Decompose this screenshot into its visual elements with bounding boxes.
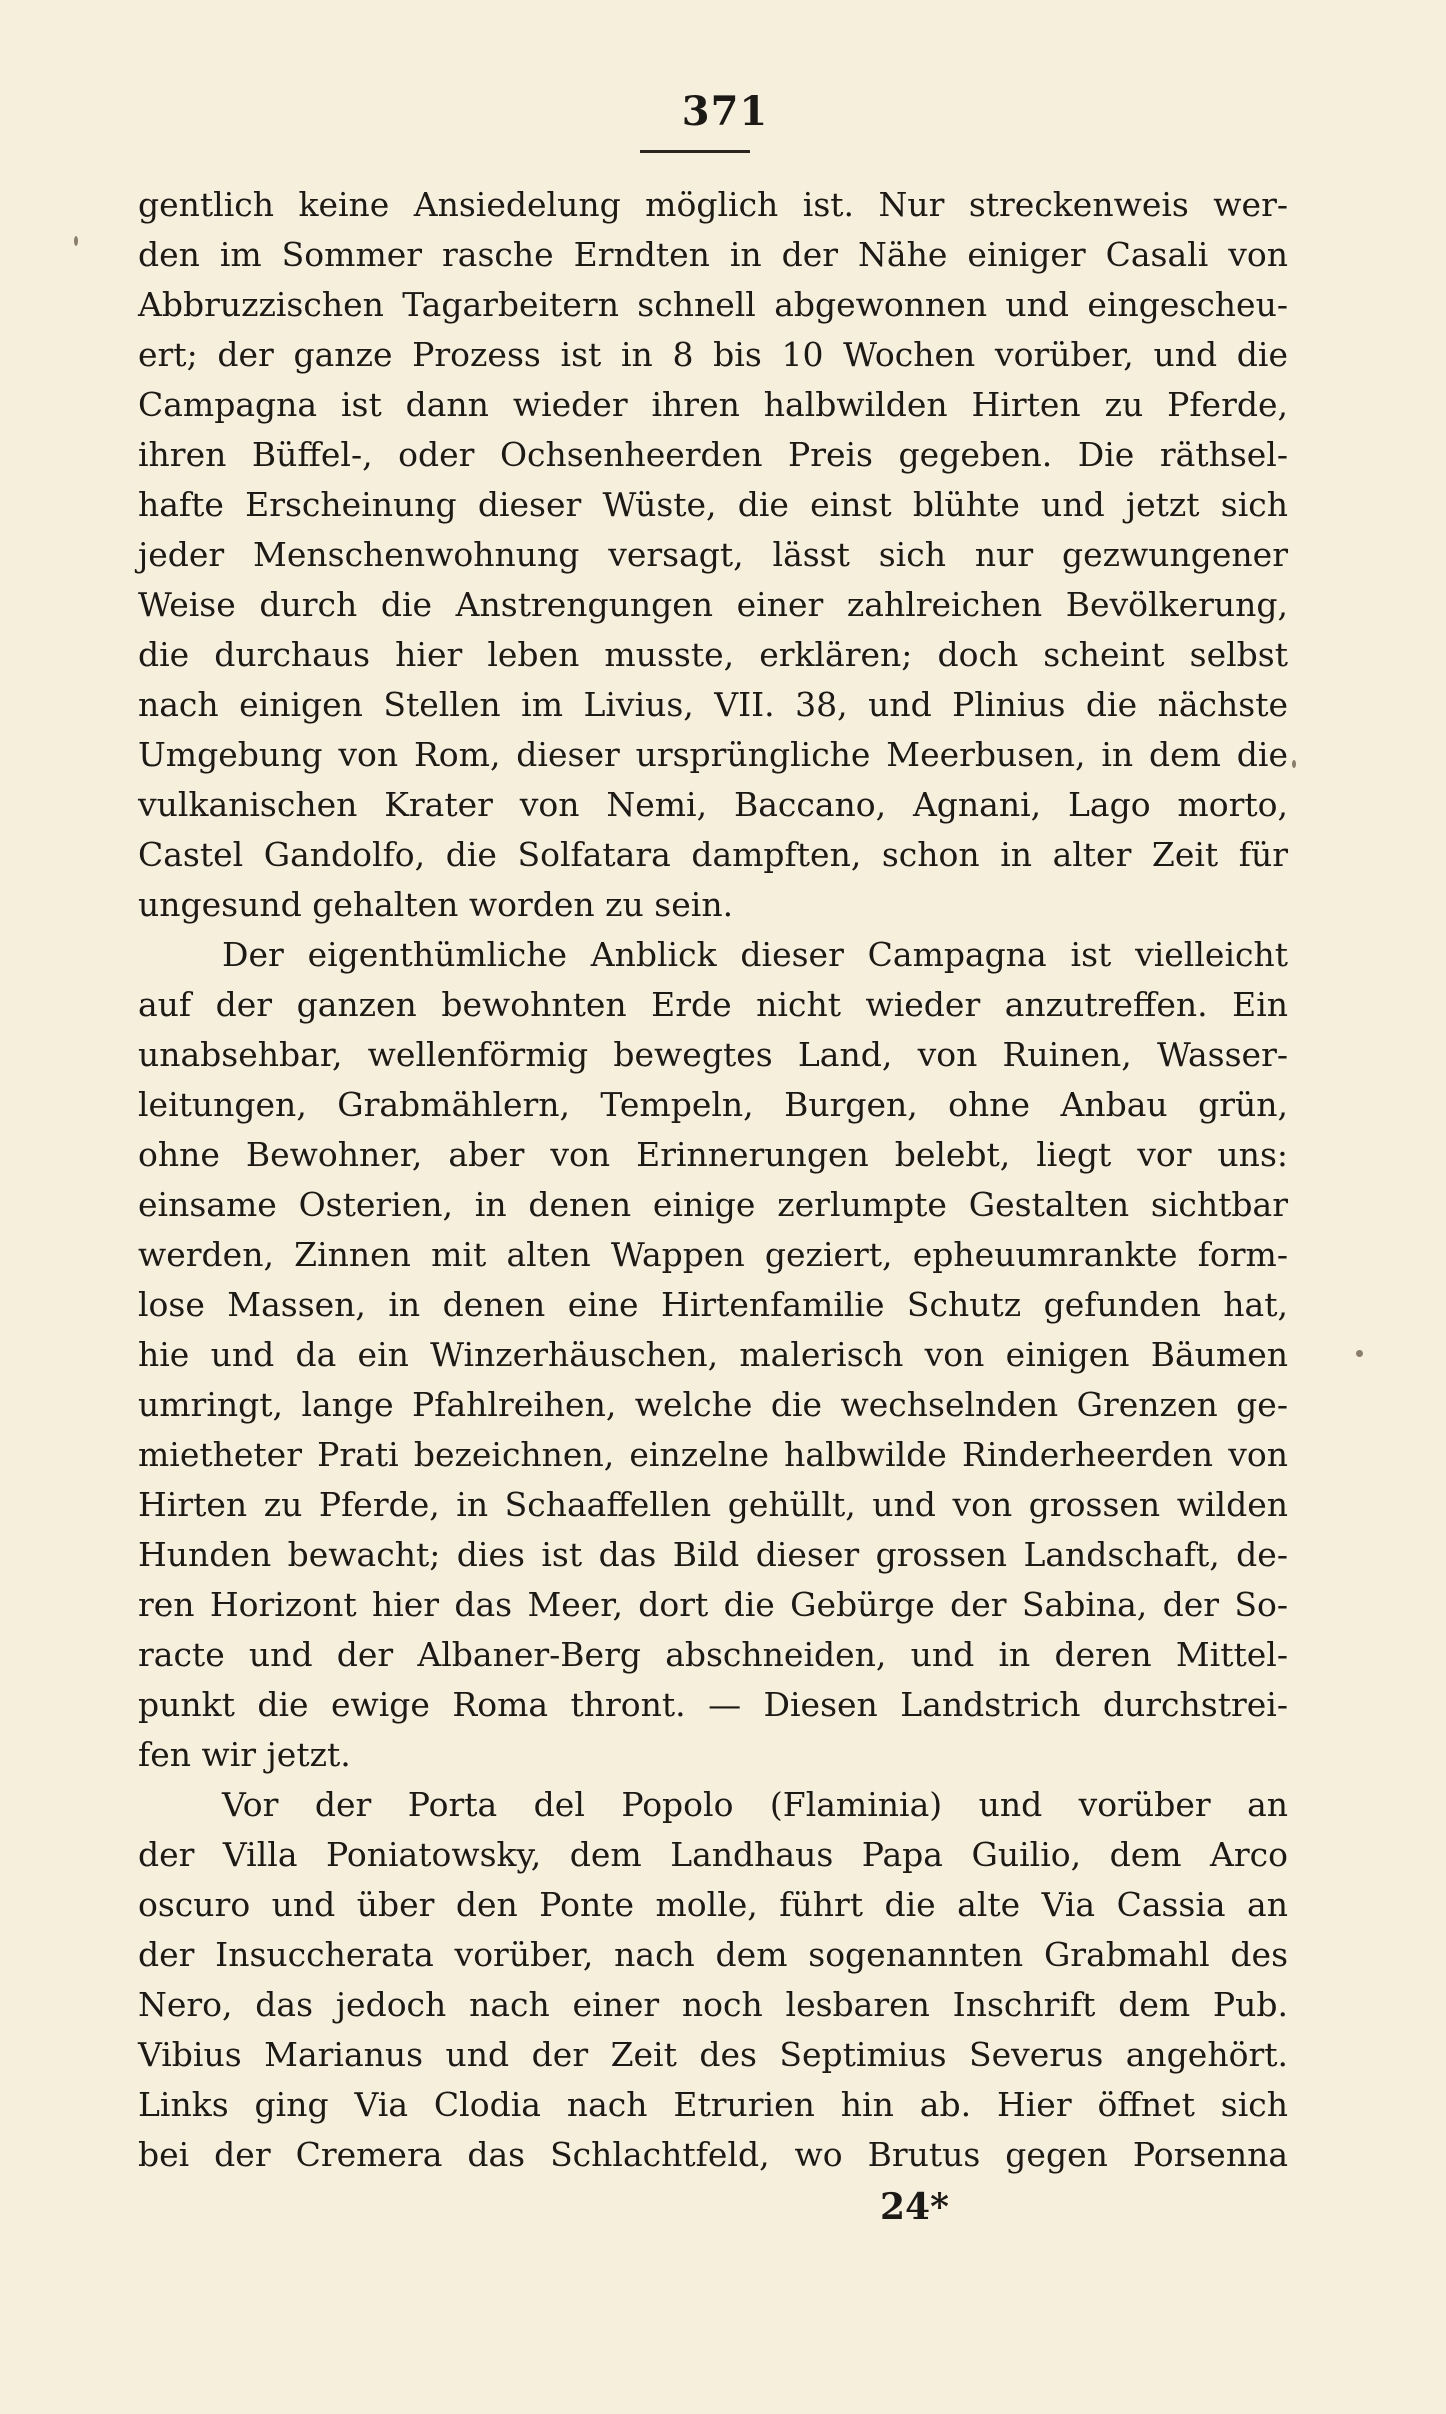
text-line: Umgebung von Rom, dieser ursprüngliche Meerbusen, in dem die <box>138 735 1288 774</box>
text-line: Links ging Via Clodia nach Etrurien hin ab. Hier öffnet sich <box>138 2085 1288 2124</box>
paragraph-end-line: fen wir jetzt. <box>138 1735 351 1774</box>
text-line: der Insuccherata vorüber, nach dem sogenannten Grabmahl des <box>138 1935 1288 1974</box>
text-line: bei der Cremera das Schlachtfeld, wo Brutus gegen Porsenna <box>138 2135 1288 2174</box>
text-line: vulkanischen Krater von Nemi, Baccano, Agnani, Lago morto, <box>138 785 1288 824</box>
page-number: 371 <box>681 88 769 135</box>
page-number-rule <box>640 150 750 153</box>
text-line: der Villa Poniatowsky, dem Landhaus Papa Guilio, dem Arco <box>138 1835 1288 1874</box>
text-line: werden, Zinnen mit alten Wappen geziert, epheuumrankte form- <box>138 1235 1288 1274</box>
text-line: jeder Menschenwohnung versagt, lässt sich nur gezwungener <box>138 535 1288 574</box>
text-line: die durchaus hier leben musste, erklären; doch scheint selbst <box>138 635 1288 674</box>
text-line: nach einigen Stellen im Livius, VII. 38, und Plinius die nächste <box>138 685 1288 724</box>
text-line: hafte Erscheinung dieser Wüste, die einst blühte und jetzt sich <box>138 485 1288 524</box>
text-line: racte und der Albaner-Berg abschneiden, und in deren Mittel- <box>138 1635 1288 1674</box>
text-line: ihren Büffel-, oder Ochsenheerden Preis gegeben. Die räthsel- <box>138 435 1288 474</box>
text-line: gentlich keine Ansiedelung möglich ist. Nur streckenweis wer- <box>138 185 1288 224</box>
paper-speck <box>1292 760 1296 768</box>
paragraph-end-line: ungesund gehalten worden zu sein. <box>138 885 734 924</box>
text-line: unabsehbar, wellenförmig bewegtes Land, von Ruinen, Wasser- <box>138 1035 1288 1074</box>
text-line: umringt, lange Pfahlreihen, welche die wechselnden Grenzen ge- <box>138 1385 1288 1424</box>
text-line: punkt die ewige Roma thront. — Diesen Landstrich durchstrei- <box>138 1685 1288 1724</box>
paper-speck <box>1356 1350 1363 1357</box>
text-line: den im Sommer rasche Erndten in der Nähe einiger Casali von <box>138 235 1288 274</box>
paragraph-start-line: Vor der Porta del Popolo (Flaminia) und vorüber an <box>222 1785 1288 1824</box>
text-line: mietheter Prati bezeichnen, einzelne halbwilde Rinderheerden von <box>138 1435 1288 1474</box>
paragraph-start-line: Der eigenthümliche Anblick dieser Campagna ist vielleicht <box>222 935 1288 974</box>
text-line: Campagna ist dann wieder ihren halbwilden Hirten zu Pferde, <box>138 385 1288 424</box>
text-line: ren Horizont hier das Meer, dort die Gebürge der Sabina, der So- <box>138 1585 1288 1624</box>
text-line: Abbruzzischen Tagarbeitern schnell abgewonnen und eingescheu- <box>138 285 1288 324</box>
text-line: Hunden bewacht; dies ist das Bild dieser grossen Landschaft, de- <box>138 1535 1288 1574</box>
text-line: Weise durch die Anstrengungen einer zahlreichen Bevölkerung, <box>138 585 1288 624</box>
text-line: ert; der ganze Prozess ist in 8 bis 10 Wochen vorüber, und die <box>138 335 1288 374</box>
text-line: Castel Gandolfo, die Solfatara dampften, schon in alter Zeit für <box>138 835 1288 874</box>
text-line: Vibius Marianus und der Zeit des Septimius Severus angehört. <box>138 2035 1288 2074</box>
text-line: Nero, das jedoch nach einer noch lesbaren Inschrift dem Pub. <box>138 1985 1288 2024</box>
text-line: lose Massen, in denen eine Hirtenfamilie Schutz gefunden hat, <box>138 1285 1288 1324</box>
text-line: auf der ganzen bewohnten Erde nicht wieder anzutreffen. Ein <box>138 985 1288 1024</box>
text-line: Hirten zu Pferde, in Schaaffellen gehüllt, und von grossen wilden <box>138 1485 1288 1524</box>
text-line: leitungen, Grabmählern, Tempeln, Burgen, ohne Anbau grün, <box>138 1085 1288 1124</box>
text-line: einsame Osterien, in denen einige zerlumpte Gestalten sichtbar <box>138 1185 1288 1224</box>
text-line: hie und da ein Winzerhäuschen, malerisch von einigen Bäumen <box>138 1335 1288 1374</box>
text-line: oscuro und über den Ponte molle, führt die alte Via Cassia an <box>138 1885 1288 1924</box>
body-text <box>138 180 1288 2180</box>
signature-mark: 24* <box>880 2186 949 2228</box>
paper-speck <box>74 236 78 246</box>
text-line: ohne Bewohner, aber von Erinnerungen belebt, liegt vor uns: <box>138 1135 1288 1174</box>
